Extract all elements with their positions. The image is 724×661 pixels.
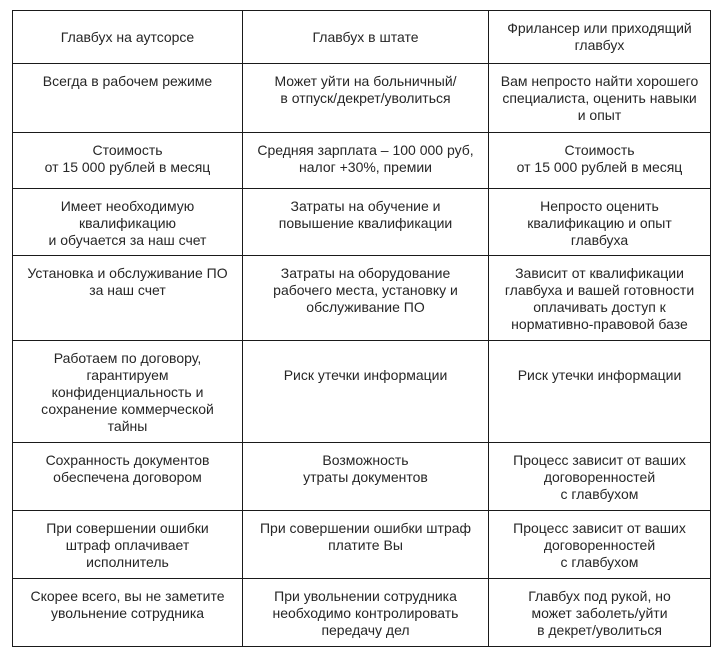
table-row <box>13 189 711 256</box>
table-cell <box>243 579 489 647</box>
table-cell <box>243 133 489 189</box>
header-cell-outsource <box>13 11 243 64</box>
table-header-row <box>13 11 711 64</box>
table-row <box>13 443 711 511</box>
table-cell <box>489 443 711 511</box>
table-cell <box>243 443 489 511</box>
header-label: Главбух в штате <box>312 28 419 45</box>
table-cell <box>13 579 243 647</box>
comparison-table <box>12 10 711 647</box>
table-cell <box>489 256 711 341</box>
cell-text: При увольнении сотрудника необходимо контролировать передачу дел <box>272 588 459 638</box>
table-cell <box>489 133 711 189</box>
table-cell <box>489 341 711 443</box>
table-cell <box>243 256 489 341</box>
table-row <box>13 579 711 647</box>
cell-text: Риск утечки информации <box>283 367 448 383</box>
table-cell <box>13 341 243 443</box>
table-cell <box>13 64 243 133</box>
cell-text: Сохранность документов обеспечена договором <box>45 452 210 485</box>
table-row <box>13 341 711 443</box>
cell-text: Всегда в рабочем режиме <box>42 73 213 89</box>
cell-text: Работаем по договору, гарантируем конфиденциальность и сохранение коммерческой тайны <box>41 350 214 434</box>
table-cell <box>13 511 243 579</box>
header-label: Фрилансер или приходящий главбух <box>507 20 692 53</box>
header-label: Главбух на аутсорсе <box>60 28 195 45</box>
cell-text: Возможность утраты документов <box>303 452 428 485</box>
cell-text: Главбух под рукой, но может заболеть/уйти в декрет/уволиться <box>528 588 671 638</box>
cell-text: Средняя зарплата – 100 000 руб, налог +30%, премии <box>257 142 474 175</box>
table-row <box>13 256 711 341</box>
table-row <box>13 64 711 133</box>
header-cell-freelancer <box>489 11 711 64</box>
table-cell <box>13 189 243 256</box>
table-cell <box>13 133 243 189</box>
cell-text: При совершении ошибки штраф оплачивает исполнитель <box>46 520 209 570</box>
cell-text: Процесс зависит от ваших договоренностей с главбухом <box>513 520 686 570</box>
table-cell <box>243 64 489 133</box>
cell-text: Может уйти на больничный/ в отпуск/декрет/уволиться <box>274 73 457 106</box>
cell-text: Установка и обслуживание ПО за наш счет <box>27 265 228 298</box>
cell-text: Непросто оценить квалификацию и опыт главбуха <box>527 198 672 248</box>
cell-text: Зависит от квалификации главбуха и вашей готовности оплачивать доступ к нормативно-правовой базе <box>504 265 695 332</box>
table-cell <box>489 189 711 256</box>
table-cell <box>13 443 243 511</box>
cell-text: При совершении ошибки штраф платите Вы <box>259 520 472 553</box>
cell-text: Скорее всего, вы не заметите увольнение сотрудника <box>30 588 225 621</box>
table-cell <box>13 256 243 341</box>
table-cell <box>489 64 711 133</box>
table-row <box>13 133 711 189</box>
table-cell <box>489 579 711 647</box>
cell-text: Имеет необходимую квалификацию и обучается за наш счет <box>48 198 207 248</box>
table-cell <box>243 511 489 579</box>
table-row <box>13 511 711 579</box>
table-cell <box>243 189 489 256</box>
table-cell <box>489 511 711 579</box>
cell-text: Затраты на обучение и повышение квалификации <box>278 198 453 231</box>
table-cell <box>243 341 489 443</box>
cell-text: Риск утечки информации <box>517 367 682 383</box>
cell-text: Затраты на оборудование рабочего места, установку и обслуживание ПО <box>273 265 458 315</box>
cell-text: Вам непросто найти хорошего специалиста, оценить навыки и опыт <box>500 73 699 123</box>
header-cell-staff <box>243 11 489 64</box>
cell-text: Стоимость от 15 000 рублей в месяц <box>516 142 683 175</box>
cell-text: Стоимость от 15 000 рублей в месяц <box>44 142 211 175</box>
cell-text: Процесс зависит от ваших договоренностей с главбухом <box>513 452 686 502</box>
